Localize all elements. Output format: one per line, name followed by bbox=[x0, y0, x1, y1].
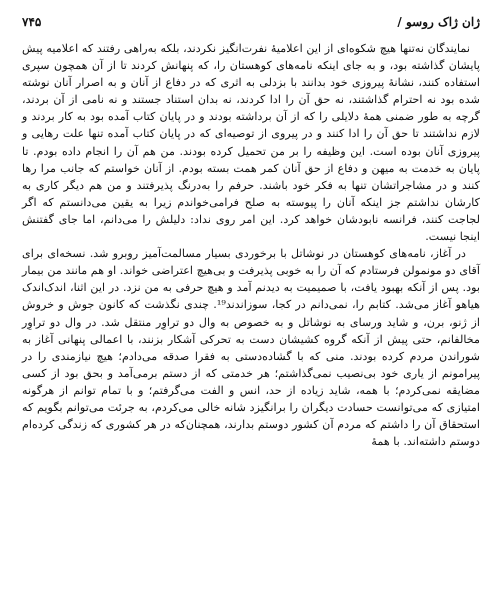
paragraph-2: در آغاز، نامه‌های کوهستان در نوشاتل با برخوردی بسیار مسالمت‌آمیز روبرو شد. نسخه‌ای برای آقای دو مونمولن فرستادم که آن را به خوبی پذیرفت و بی‌هیچ اعتراضی خواند. او هم مانند من بیمار بود. پس از آنکه بهبود یافت، با صمیمیت به دیدنم آمد و هیچ حرفی به من نزد. در این اثنا، اندک‌اندک هیاهو آغاز می‌شد. کتابم را، نمی‌دانم در کجا، سوزاندند¹⁹. چندی نگذشت که کانون جوش و خروش از ژنو، برن، و شاید ورسای به نوشاتل و به خصوص به وال دو تراوِر منتقل شد. در وال دو تراوِر مخالفانم، حتی پیش از آنکه گروه کشیشان دست به تحرکی آشکار بزنند، با اعمالی پنهانی آغاز به شوراندن مردم کرده بودند. منی که با گشاده‌دستی به فقرا صدقه می‌دادم؛ هیچ نیازمندی را در پیرامونم از یاری خود بی‌نصیب نمی‌گذاشتم؛ هر خدمتی که از دستم برمی‌آمد و بحق بود از کسی مضایقه نمی‌کردم؛ با همه، شاید زیاده از حد، انس و الفت می‌گرفتم؛ و با تمام توانم از هرگونه امتیازی که می‌توانست حسادت دیگران را برانگیزد شانه خالی می‌کردم، به جرئت می‌توانم بگویم که استحقاق آن را داشتم که مردم آن کشور دوستم بدارند، همچنان‌که در هر کشوری که زندگی کرده‌ام دوستم داشته‌اند. با همهٔ bbox=[22, 247, 481, 449]
page-number: ۷۴۵ bbox=[22, 15, 42, 29]
paragraph-1: نمایندگان نه‌تنها هیچ شکوه‌ای از این اعلامیهٔ نفرت‌انگیز نکردند، بلکه به‌راهی رفتند که اعلامیه پیش پایشان گذاشته بود، و به جای اینکه نامه‌های کوهستان را، که پنهانش کردند تا از آن همچون سپری استفاده کنند، نشانهٔ پیروزی خود بدانند با بزدلی به اثری که در دفاع از آنان و به اصرار آنان نوشته شده بود نه احترام گذاشتند، نه حق آن را ادا کردند، نه بدان استناد جستند و نه نامی از آن بردند، گرچه به طور ضمنی همهٔ دلایلی را که از آن برداشته بودند و در پایان کتاب آمده بود به کار بردند و لازم نداشتند تا حق آن را ادا کنند و در پیروی از توصیه‌ای که در پایان کتاب آمده تنها علت رهایی و پیروزی آنان بوده است. این وظیفه را بر من تحمیل کرده بودند. من هم آن را انجام داده بودم. تا پایان به خدمت به میهن و دفاع از حق آنان کمر همت بسته بودم. از آنان خواستم که جانب مرا رها کنند و در مشاجراتشان تنها به فکر خود باشند. حرفم را به‌درنگ پذیرفتند و من هم دیگر کاری به کارشان نداشتم جز اینکه آنان را پیوسته به صلح فرامی‌خواندم زیرا به یقین می‌دانستم که اگر لجاجت کنند، فرانسه نابودشان خواهد کرد. این امر روی نداد: دلیلش را می‌دانم، اما جای گفتنش اینجا نیست. bbox=[22, 42, 480, 244]
book-title: ژان ژاک روسو / bbox=[397, 15, 480, 29]
body-text bbox=[22, 40, 480, 450]
running-header bbox=[22, 10, 480, 34]
